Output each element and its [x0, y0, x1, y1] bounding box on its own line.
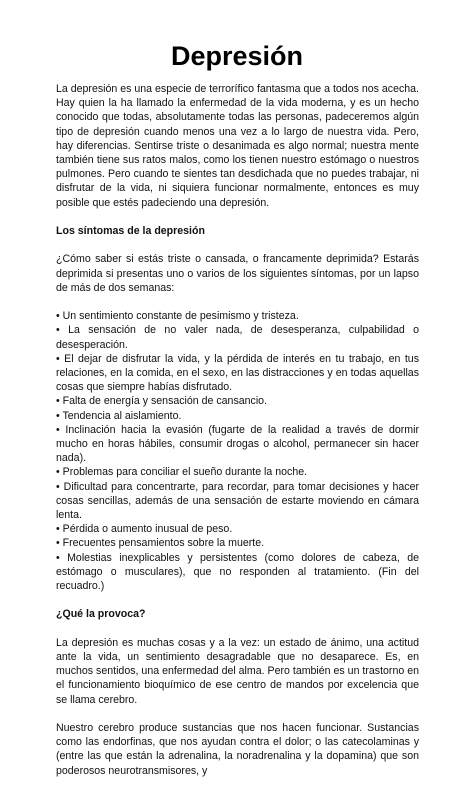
- list-item: • La sensación de no valer nada, de desesperanza, culpabilidad o desesperación.: [56, 324, 419, 351]
- document-body: [56, 82, 419, 792]
- section-heading-symptoms: Los síntomas de la depresión: [56, 225, 205, 238]
- section-heading-causes: ¿Qué la provoca?: [56, 608, 146, 621]
- symptoms-list: [56, 309, 419, 593]
- causes-paragraph-1: La depresión es muchas cosas y a la vez: un estado de ánimo, una actitud ante la vida, un sentimiento desagradable que no desaparece. Es, en muchos sentidos, una enfermedad del alma. Pero también es un trastorno en el funcionamiento bioquímico de ese centro de mandos por excelencia que se llama cerebro.: [56, 636, 419, 706]
- symptoms-question-paragraph: ¿Cómo saber si estás triste o cansada, o francamente deprimida? Estarás deprimida si presentas uno o varios de los siguientes síntomas, por un lapso de más de dos semanas:: [56, 253, 419, 294]
- list-item: • Un sentimiento constante de pesimismo y tristeza.: [56, 310, 299, 323]
- list-item: • Frecuentes pensamientos sobre la muerte.: [56, 537, 265, 550]
- list-item: • Tendencia al aislamiento.: [56, 409, 182, 422]
- list-item: • Dificultad para concentrarte, para recordar, para tomar decisiones y hacer cosas sencillas, además de una sensación de estarte moviendo en cámara lenta.: [56, 480, 419, 522]
- list-item: • Inclinación hacia la evasión (fugarte de la realidad a través de dormir mucho en horas hábiles, consumir drogas o alcohol, permanecer sin hacer nada).: [56, 423, 419, 465]
- list-item: • Pérdida o aumento inusual de peso.: [56, 523, 233, 536]
- intro-paragraph: La depresión es una especie de terrorífico fantasma que a todos nos acecha. Hay quien la ha llamado la enfermedad de la vida moderna, y es un hecho conocido que todas, absolutamente todas las personas, padeceremos algún tipo de depresión cuando menos una vez a lo largo de nuestra vida. Pero, hay diferencias. Sentirse triste o desanimada es algo normal; nuestra mente también tiene sus ratos malos, como los tienen nuestro estómago o nuestros pulmones. Pero cuando te sientes tan desdichada que no puedes trabajar, ni disfrutar de la vida, ni siquiera funcionar normalmente, entonces es muy posible que estés padeciendo una depresión.: [56, 83, 419, 209]
- list-item: • El dejar de disfrutar la vida, y la pérdida de interés en tu trabajo, en tus relaciones, en la comida, en el sexo, en las distracciones y en todas aquellas cosas que siempre habías disfrutado.: [56, 352, 419, 394]
- causes-paragraph-2: Nuestro cerebro produce sustancias que nos hacen funcionar. Sustancias como las endorfinas, que nos ayudan contra el dolor; o las catecolaminas y (entre las que están la adrenalina, la noradrenalina y la dopamina) que son poderosos neurotransmisores, y: [56, 722, 419, 777]
- list-item: • Falta de energía y sensación de cansancio.: [56, 395, 268, 408]
- document-title: Depresión: [170, 41, 304, 71]
- list-item: • Molestias inexplicables y persistentes (como dolores de cabeza, de estómago o musculares), que no responden al tratamiento. (Fin del recuadro.): [56, 551, 419, 593]
- list-item: • Problemas para conciliar el sueño durante la noche.: [56, 466, 308, 479]
